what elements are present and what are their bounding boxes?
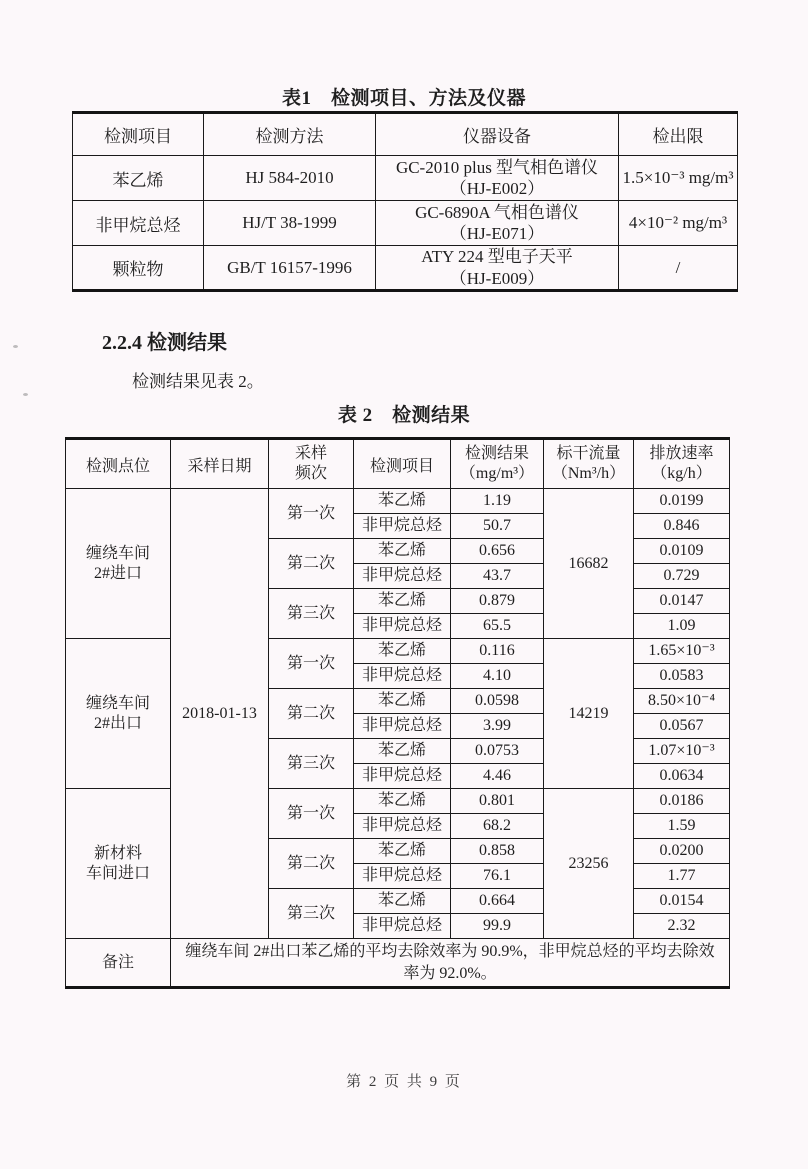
table-row — [73, 201, 738, 246]
header-line: （kg/h） — [651, 465, 712, 482]
cell-item: 颗粒物 — [73, 246, 204, 291]
table1-detection-methods — [72, 111, 738, 292]
cell-frequency: 第二次 — [269, 839, 354, 889]
header-line: 排放速率 — [649, 445, 714, 462]
cell-instrument — [376, 246, 619, 291]
table1-header-limit: 检出限 — [619, 113, 738, 156]
instrument-code: （HJ-E071） — [449, 224, 545, 243]
cell-project: 苯乙烯 — [354, 889, 451, 914]
table2-results — [65, 437, 730, 989]
cell-rate: 0.0567 — [634, 714, 730, 739]
remark-text: 缠绕车间 2#出口苯乙烯的平均去除效率为 90.9%，非甲烷总烃的平均去除效率为 92.0%。 — [171, 939, 730, 988]
scan-speckle — [23, 393, 28, 396]
cell-project: 苯乙烯 — [354, 789, 451, 814]
table-row — [66, 489, 730, 514]
header-line: 频次 — [294, 465, 327, 482]
cell-project: 苯乙烯 — [354, 739, 451, 764]
cell-project: 非甲烷总烃 — [354, 864, 451, 889]
cell-rate: 0.0147 — [634, 589, 730, 614]
cell-frequency: 第一次 — [269, 639, 354, 689]
cell-result: 43.7 — [451, 564, 544, 589]
cell-result: 3.99 — [451, 714, 544, 739]
location-line: 新材料 — [93, 844, 142, 862]
table-header-row — [73, 113, 738, 156]
location-line: 2#出口 — [93, 714, 142, 732]
header-line: （mg/m³） — [459, 465, 535, 482]
instrument-name: ATY 224 型电子天平 — [421, 247, 573, 267]
cell-result: 4.46 — [451, 764, 544, 789]
cell-rate: 1.77 — [634, 864, 730, 889]
instrument-code: （HJ-E009） — [449, 268, 545, 288]
cell-item: 苯乙烯 — [73, 156, 204, 201]
cell-result: 0.664 — [451, 889, 544, 914]
table-row — [73, 246, 738, 291]
paragraph: 检测结果见表 2。 — [132, 372, 264, 391]
cell-location — [66, 639, 171, 789]
cell-rate: 1.59 — [634, 814, 730, 839]
cell-project: 苯乙烯 — [354, 489, 451, 514]
cell-project: 苯乙烯 — [354, 589, 451, 614]
cell-rate: 0.846 — [634, 514, 730, 539]
cell-location — [66, 789, 171, 939]
cell-result: 65.5 — [451, 614, 544, 639]
scan-speckle — [13, 345, 18, 348]
instrument-code: （HJ-E002） — [449, 179, 545, 198]
cell-project: 非甲烷总烃 — [354, 914, 451, 939]
remark-label: 备注 — [66, 939, 171, 988]
cell-rate: 0.0186 — [634, 789, 730, 814]
table2-header-location: 检测点位 — [66, 439, 171, 489]
cell-limit: 1.5×10⁻³ mg/m³ — [619, 156, 738, 201]
cell-project: 苯乙烯 — [354, 539, 451, 564]
cell-result: 0.0598 — [451, 689, 544, 714]
cell-result: 0.116 — [451, 639, 544, 664]
cell-rate: 0.0154 — [634, 889, 730, 914]
cell-result: 0.801 — [451, 789, 544, 814]
cell-instrument — [376, 156, 619, 201]
table-row — [73, 156, 738, 201]
cell-method: HJ 584-2010 — [204, 156, 376, 201]
cell-rate: 1.07×10⁻³ — [634, 739, 730, 764]
cell-project: 苯乙烯 — [354, 839, 451, 864]
header-line: （Nm³/h） — [551, 465, 626, 482]
cell-project: 非甲烷总烃 — [354, 614, 451, 639]
cell-frequency: 第三次 — [269, 589, 354, 639]
table2-header-frequency — [269, 439, 354, 489]
table2-header-date: 采样日期 — [171, 439, 269, 489]
cell-project: 非甲烷总烃 — [354, 564, 451, 589]
cell-frequency: 第三次 — [269, 739, 354, 789]
table2-title: 表 2 检测结果 — [337, 405, 471, 426]
cell-result: 0.858 — [451, 839, 544, 864]
header-line: 检测结果 — [464, 445, 529, 462]
cell-rate: 0.0200 — [634, 839, 730, 864]
cell-result: 68.2 — [451, 814, 544, 839]
cell-limit: 4×10⁻² mg/m³ — [619, 201, 738, 246]
cell-result: 0.0753 — [451, 739, 544, 764]
cell-rate: 1.65×10⁻³ — [634, 639, 730, 664]
cell-project: 苯乙烯 — [354, 689, 451, 714]
cell-result: 1.19 — [451, 489, 544, 514]
table-row — [66, 639, 730, 664]
cell-flow: 16682 — [544, 489, 634, 639]
header-line: 标干流量 — [556, 445, 621, 462]
cell-result: 0.879 — [451, 589, 544, 614]
instrument-name: GC-6890A 气相色谱仪 — [415, 202, 579, 222]
cell-rate: 0.0634 — [634, 764, 730, 789]
cell-location — [66, 489, 171, 639]
location-line: 2#进口 — [93, 564, 142, 582]
cell-item: 非甲烷总烃 — [73, 201, 204, 246]
cell-project: 非甲烷总烃 — [354, 664, 451, 689]
table-header-row — [66, 439, 730, 489]
location-line: 缠绕车间 — [85, 694, 150, 712]
table1-header-method: 检测方法 — [204, 113, 376, 156]
section-heading: 2.2.4 检测结果 — [102, 332, 227, 354]
cell-limit: / — [619, 246, 738, 291]
cell-rate: 0.0583 — [634, 664, 730, 689]
table2-header-result — [451, 439, 544, 489]
cell-result: 0.656 — [451, 539, 544, 564]
cell-sampling-date: 2018-01-13 — [171, 489, 269, 939]
table2-header-flow — [544, 439, 634, 489]
cell-rate: 8.50×10⁻⁴ — [634, 689, 730, 714]
instrument-name: GC-2010 plus 型气相色谱仪 — [395, 157, 599, 177]
cell-result: 99.9 — [451, 914, 544, 939]
cell-result: 50.7 — [451, 514, 544, 539]
cell-project: 非甲烷总烃 — [354, 714, 451, 739]
cell-frequency: 第二次 — [269, 689, 354, 739]
cell-frequency: 第三次 — [269, 889, 354, 939]
cell-frequency: 第一次 — [269, 789, 354, 839]
cell-project: 非甲烷总烃 — [354, 764, 451, 789]
cell-flow: 23256 — [544, 789, 634, 939]
cell-method: GB/T 16157-1996 — [204, 246, 376, 291]
cell-rate: 2.32 — [634, 914, 730, 939]
header-line: 采样 — [294, 445, 327, 462]
location-line: 缠绕车间 — [85, 544, 150, 562]
table1-title: 表1 检测项目、方法及仪器 — [281, 88, 526, 109]
location-line: 车间进口 — [85, 864, 150, 882]
cell-rate: 0.0109 — [634, 539, 730, 564]
cell-method: HJ/T 38-1999 — [204, 201, 376, 246]
table-row — [66, 939, 730, 988]
cell-flow: 14219 — [544, 639, 634, 789]
cell-rate: 0.729 — [634, 564, 730, 589]
table1-header-item: 检测项目 — [73, 113, 204, 156]
table-row — [66, 789, 730, 814]
cell-rate: 0.0199 — [634, 489, 730, 514]
cell-rate: 1.09 — [634, 614, 730, 639]
cell-instrument — [376, 201, 619, 246]
cell-frequency: 第二次 — [269, 539, 354, 589]
cell-project: 非甲烷总烃 — [354, 814, 451, 839]
cell-project: 非甲烷总烃 — [354, 514, 451, 539]
page-number: 第 2 页 共 9 页 — [346, 1074, 462, 1090]
cell-project: 苯乙烯 — [354, 639, 451, 664]
cell-frequency: 第一次 — [269, 489, 354, 539]
cell-result: 76.1 — [451, 864, 544, 889]
cell-result: 4.10 — [451, 664, 544, 689]
table2-header-rate — [634, 439, 730, 489]
table1-header-instrument: 仪器设备 — [376, 113, 619, 156]
table2-header-project: 检测项目 — [354, 439, 451, 489]
